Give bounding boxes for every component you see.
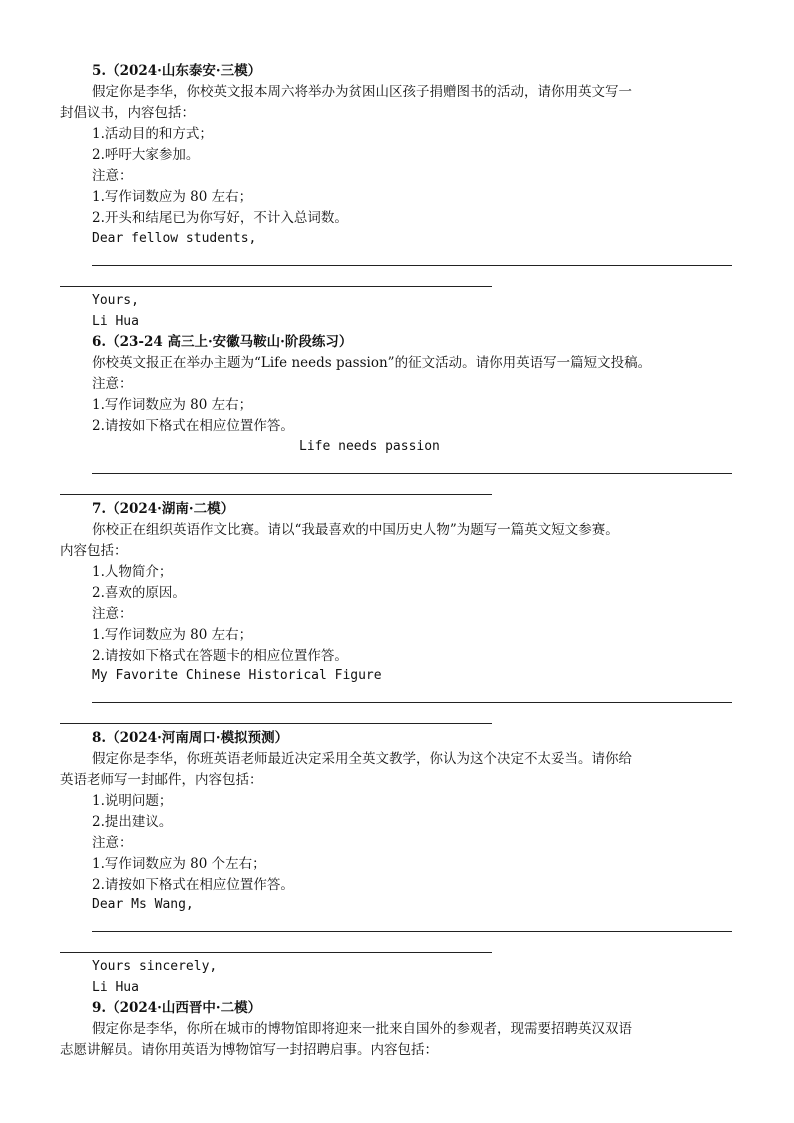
q8-note-1: 1.写作词数应为 80 个左右； — [92, 856, 266, 872]
q7-header: 7.（2024·湖南·二模） — [92, 501, 235, 517]
q5-note-label: 注意： — [92, 168, 133, 184]
q7-answer-line-2 — [60, 723, 492, 724]
q8-prompt-cont: 英语老师写一封邮件，内容包括： — [60, 772, 263, 788]
q8-letter-signature: Li Hua — [92, 980, 139, 995]
q5-letter-closing: Yours, — [92, 293, 139, 308]
q6-essay-title: Life needs passion — [299, 439, 440, 454]
q8-letter-opening: Dear Ms Wang, — [92, 897, 194, 912]
q5-note-1: 1.写作词数应为 80 左右； — [92, 189, 253, 205]
q6-answer-line-1 — [92, 473, 732, 474]
q6-header: 6.（23-24 高三上·安徽马鞍山·阶段练习） — [92, 334, 353, 350]
q8-header: 8.（2024·河南周口·模拟预测） — [92, 730, 289, 746]
q8-letter-closing: Yours sincerely, — [92, 959, 218, 974]
q7-content-item-1: 1.人物简介； — [92, 564, 173, 580]
q5-answer-line-2 — [60, 286, 492, 287]
q8-note-label: 注意： — [92, 835, 133, 851]
q7-note-1: 1.写作词数应为 80 左右； — [92, 627, 253, 643]
q5-answer-line-1 — [92, 265, 732, 266]
q6-answer-line-2 — [60, 494, 492, 495]
q8-prompt: 假定你是李华，你班英语老师最近决定采用全英文教学，你认为这个决定不太妥当。请你给 — [92, 751, 632, 767]
q6-note-2: 2.请按如下格式在相应位置作答。 — [92, 418, 294, 434]
q5-header: 5.（2024·山东泰安·三模） — [92, 63, 262, 79]
q8-answer-line-1 — [92, 931, 732, 932]
q8-answer-line-2 — [60, 952, 492, 953]
q9-prompt: 假定你是李华，你所在城市的博物馆即将迎来一批来自国外的参观者，现需要招聘英汉双语 — [92, 1021, 632, 1037]
q7-content-item-2: 2.喜欢的原因。 — [92, 585, 186, 601]
q5-prompt: 假定你是李华，你校英文报本周六将举办为贫困山区孩子捐赠图书的活动，请你用英文写一 — [92, 84, 632, 100]
q5-note-2: 2.开头和结尾已为你写好，不计入总词数。 — [92, 210, 348, 226]
q6-note-label: 注意： — [92, 376, 133, 392]
q7-prompt: 你校正在组织英语作文比赛。请以“我最喜欢的中国历史人物”为题写一篇英文短文参赛。 — [92, 522, 619, 538]
q7-essay-title: My Favorite Chinese Historical Figure — [92, 668, 382, 683]
q8-content-item-1: 1.说明问题； — [92, 793, 173, 809]
q5-content-item-1: 1.活动目的和方式； — [92, 126, 213, 142]
q8-content-item-2: 2.提出建议。 — [92, 814, 173, 830]
q6-prompt: 你校英文报正在举办主题为“Life needs passion”的征文活动。请你用英语写一篇短文投稿。 — [92, 355, 652, 371]
q6-note-1: 1.写作词数应为 80 左右； — [92, 397, 253, 413]
q9-header: 9.（2024·山西晋中·二模） — [92, 1000, 262, 1016]
q7-note-label: 注意： — [92, 606, 133, 622]
q7-note-2: 2.请按如下格式在答题卡的相应位置作答。 — [92, 648, 348, 664]
q5-content-item-2: 2.呼吁大家参加。 — [92, 147, 200, 163]
q8-note-2: 2.请按如下格式在相应位置作答。 — [92, 877, 294, 893]
q7-prompt-cont: 内容包括： — [60, 543, 128, 559]
q5-letter-signature: Li Hua — [92, 314, 139, 329]
q7-answer-line-1 — [92, 702, 732, 703]
q9-prompt-cont: 志愿讲解员。请你用英语为博物馆写一封招聘启事。内容包括： — [60, 1042, 438, 1058]
q5-letter-opening: Dear fellow students, — [92, 231, 257, 246]
q5-prompt-cont: 封倡议书，内容包括： — [60, 105, 195, 121]
